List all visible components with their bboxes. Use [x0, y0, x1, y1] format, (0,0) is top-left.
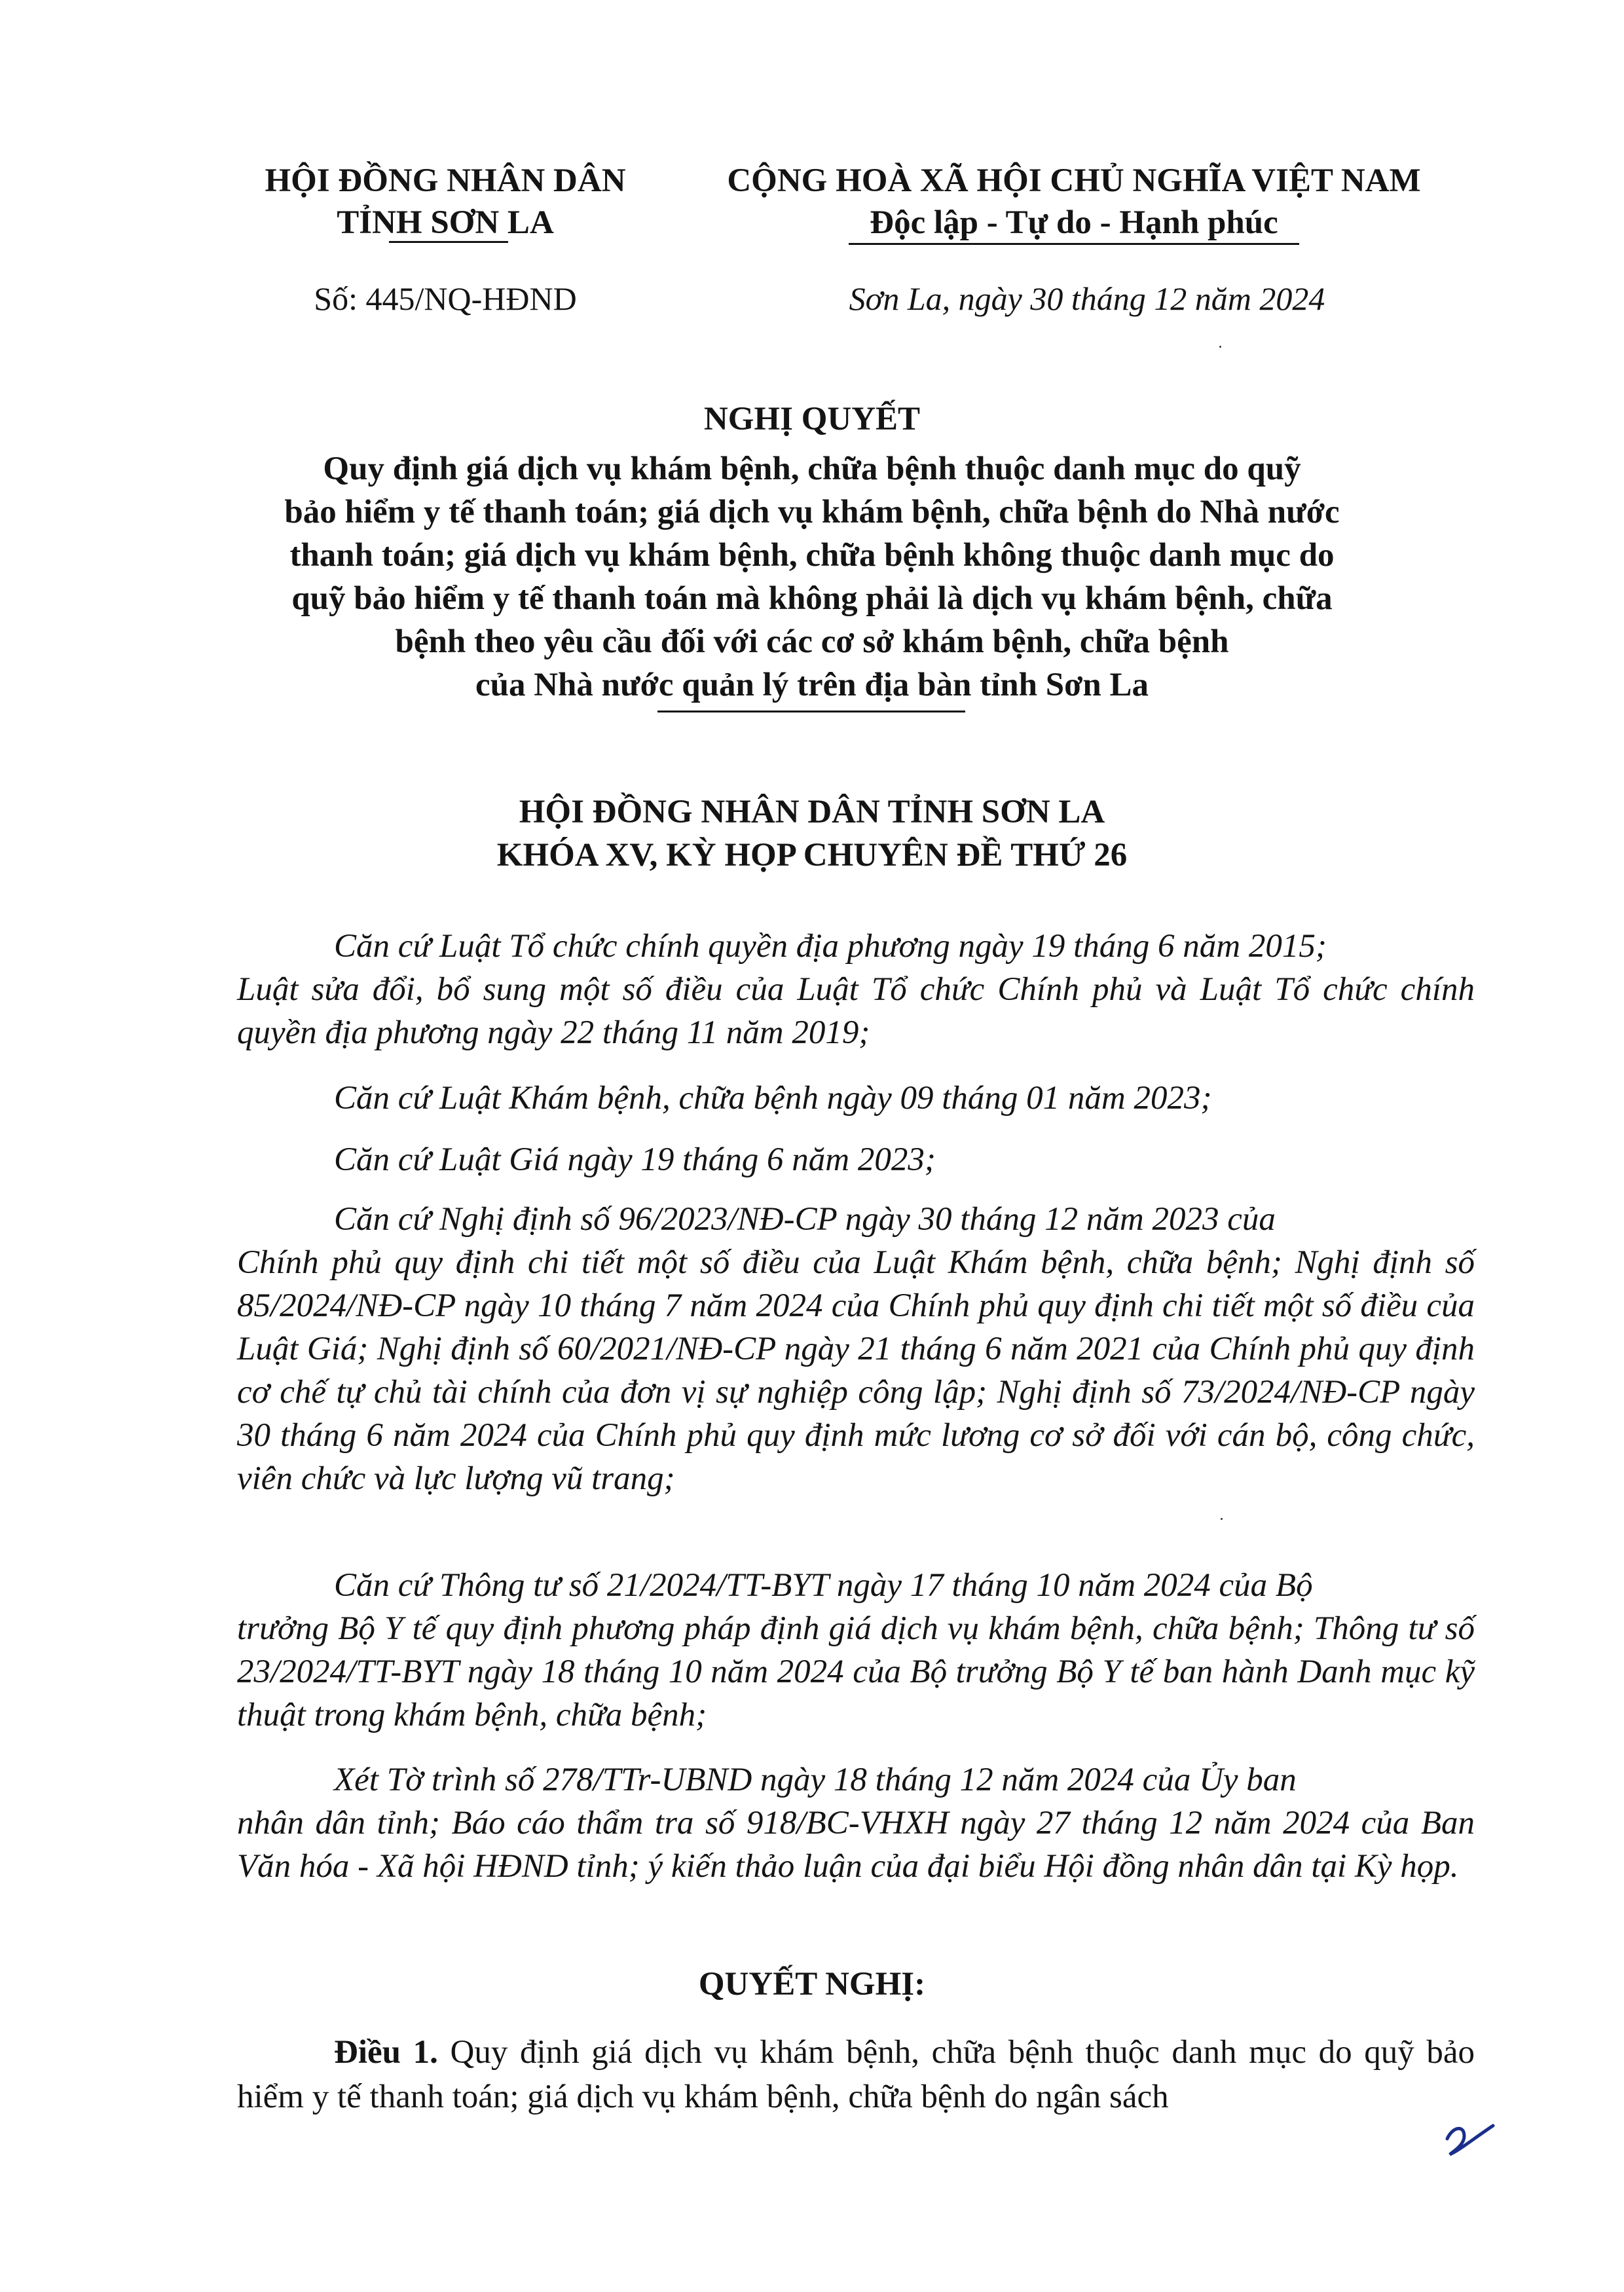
council-name: HỘI ĐỒNG NHÂN DÂN TỈNH SƠN LA [519, 794, 1105, 830]
subtitle-line: của Nhà nước quản lý trên địa bàn tỉnh Sơn La [475, 667, 1149, 703]
preamble-continuation: trưởng Bộ Y tế quy định phương pháp định giá dịch vụ khám bệnh, chữa bệnh; Thông tư số 23/2024/TT-BYT ngày 18 tháng 10 năm 2024 của Bộ trưởng Bộ Y tế ban hành Danh mục kỹ thuật trong khám bệnh, chữa bệnh; [237, 1610, 1475, 1733]
place-and-date: Sơn La, ngày 30 tháng 12 năm 2024 [849, 280, 1325, 317]
handwritten-initial-mark [1445, 2119, 1497, 2158]
document-subtitle [196, 447, 1428, 707]
subtitle-line: Quy định giá dịch vụ khám bệnh, chữa bệnh thuộc danh mục do quỹ [323, 451, 1301, 487]
issuing-body-underline [389, 241, 508, 243]
subtitle-line: bệnh theo yêu cầu đối với các cơ sở khám bệnh, chữa bệnh [395, 623, 1229, 660]
preamble-first-line: Căn cứ Nghị định số 96/2023/NĐ-CP ngày 30 tháng 12 năm 2023 của [334, 1201, 1276, 1238]
preamble-first-line: Căn cứ Luật Khám bệnh, chữa bệnh ngày 09 tháng 01 năm 2023; [334, 1080, 1212, 1117]
preamble-paragraph [237, 1138, 1475, 1181]
decision-heading: QUYẾT NGHỊ: [698, 1966, 926, 2003]
article-1-label: Điều 1. [334, 2034, 438, 2071]
article-1-text: Quy định giá dịch vụ khám bệnh, chữa bệnh thuộc danh mục do quỹ bảo hiểm y tế thanh toán; giá dịch vụ khám bệnh, chữa bệnh do ngân sách [237, 2034, 1475, 2115]
subtitle-line: bảo hiểm y tế thanh toán; giá dịch vụ khám bệnh, chữa bệnh do Nhà nước [284, 494, 1340, 530]
council-session: KHÓA XV, KỲ HỌP CHUYÊN ĐỀ THỨ 26 [496, 837, 1128, 874]
motto: Độc lập - Tự do - Hạnh phúc [870, 204, 1278, 241]
preamble-continuation: nhân dân tỉnh; Báo cáo thẩm tra số 918/BC-VHXH ngày 27 tháng 12 năm 2024 của Ban Văn hóa - Xã hội HĐND tỉnh; ý kiến thảo luận của đại biểu Hội đồng nhân dân tại Kỳ họp. [237, 1805, 1475, 1885]
subtitle-line: thanh toán; giá dịch vụ khám bệnh, chữa bệnh không thuộc danh mục do [289, 537, 1335, 574]
council-heading [196, 790, 1428, 877]
issuing-body-line1: HỘI ĐỒNG NHÂN DÂN [265, 162, 626, 199]
preamble-paragraph [237, 1564, 1475, 1737]
preamble-paragraph [237, 1077, 1475, 1120]
preamble-first-line: Căn cứ Thông tư số 21/2024/TT-BYT ngày 17 tháng 10 năm 2024 của Bộ [334, 1567, 1313, 1604]
issuing-body [236, 160, 655, 244]
motto-underline [849, 243, 1299, 245]
preamble-continuation: Luật sửa đổi, bổ sung một số điều của Luật Tổ chức Chính phủ và Luật Tổ chức chính quyền địa phương ngày 22 tháng 11 năm 2019; [237, 971, 1475, 1051]
preamble-continuation: Chính phủ quy định chi tiết một số điều của Luật Khám bệnh, chữa bệnh; Nghị định số 85/2024/NĐ-CP ngày 10 tháng 7 năm 2024 của Chính phủ quy định chi tiết một số điều của Luật Giá; Nghị định số 60/2021/NĐ-CP ngày 21 tháng 6 năm 2021 của Chính phủ quy định cơ chế tự chủ tài chính của đơn vị sự nghiệp công lập; Nghị định số 73/2024/NĐ-CP ngày 30 tháng 6 năm 2024 của Chính phủ quy định mức lương cơ sở đối với cán bộ, công chức, viên chức và lực lượng vũ trang; [237, 1244, 1475, 1497]
title-underline [657, 711, 965, 712]
subtitle-line: quỹ bảo hiểm y tế thanh toán mà không phải là dịch vụ khám bệnh, chữa [291, 580, 1333, 617]
preamble-paragraph [237, 1198, 1475, 1500]
national-name: CỘNG HOÀ XÃ HỘI CHỦ NGHĨA VIỆT NAM [727, 162, 1421, 199]
national-motto [681, 160, 1467, 244]
preamble-paragraph [237, 925, 1475, 1054]
scan-speck [1221, 1518, 1223, 1520]
document-type-title: NGHỊ QUYẾT [703, 401, 921, 437]
preamble-first-line: Căn cứ Luật Tổ chức chính quyền địa phương ngày 19 tháng 6 năm 2015; [334, 928, 1327, 965]
preamble-first-line: Căn cứ Luật Giá ngày 19 tháng 6 năm 2023; [334, 1141, 936, 1178]
issuing-body-line2: TỈNH SƠN LA [337, 204, 554, 241]
document-number: Số: 445/NQ-HĐND [314, 280, 577, 317]
scan-speck [1219, 346, 1221, 348]
preamble-paragraph [237, 1758, 1475, 1888]
article-1 [237, 2030, 1475, 2119]
preamble-first-line: Xét Tờ trình số 278/TTr-UBND ngày 18 tháng 12 năm 2024 của Ủy ban [334, 1762, 1297, 1798]
